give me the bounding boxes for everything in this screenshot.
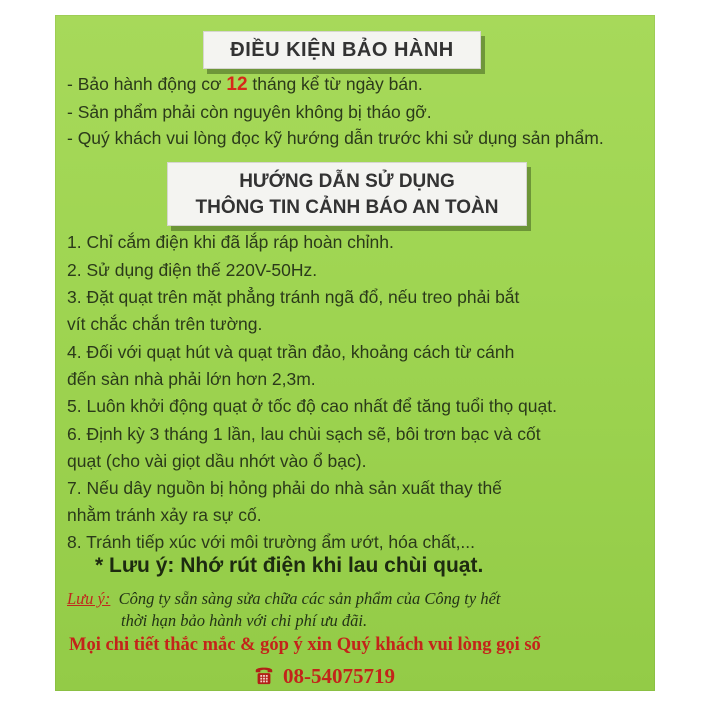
guide-title-line-1: HƯỚNG DẪN SỬ DỤNG (239, 171, 455, 192)
repair-line-1 (67, 589, 501, 609)
warranty-line-1 (67, 74, 423, 96)
guide-line-6-cont: quạt (cho vài giọt dầu nhớt vào ổ bạc). (67, 451, 367, 471)
warranty-line-1-end: tháng kể từ ngày bán. (252, 74, 423, 94)
guide-line-6: 6. Định kỳ 3 tháng 1 lần, lau chùi sạch sẽ, bôi trơn bạc và cốt (67, 424, 541, 444)
guide-title-line-2: THÔNG TIN CẢNH BÁO AN TOÀN (195, 197, 499, 218)
warranty-line-2: - Sản phẩm phải còn nguyên không bị tháo gỡ. (67, 102, 432, 122)
guide-line-1: 1. Chỉ cắm điện khi đã lắp ráp hoàn chỉnh. (67, 232, 394, 252)
guide-line-8: 8. Tránh tiếp xúc với môi trường ẩm ướt, hóa chất,... (67, 532, 476, 552)
telephone-icon (253, 663, 275, 687)
guide-line-4: 4. Đối với quạt hút và quạt trần đảo, khoảng cách từ cánh (67, 342, 515, 362)
repair-label: Lưu ý: (67, 589, 111, 608)
instruction-card (55, 15, 655, 691)
guide-line-3: 3. Đặt quạt trên mặt phẳng tránh ngã đổ, nếu treo phải bắt (67, 287, 520, 307)
repair-line-2: thời hạn bảo hành với chi phí ưu đãi. (121, 611, 368, 630)
repair-text-1: Công ty sẵn sàng sửa chữa các sản phẩm của Công ty hết (118, 589, 501, 608)
guide-line-7-cont: nhằm tránh xảy ra sự cố. (67, 505, 262, 525)
warranty-title: ĐIỀU KIỆN BẢO HÀNH (203, 31, 481, 69)
warranty-line-1-start: - Bảo hành động cơ (67, 74, 222, 94)
phone-number: 08-54075719 (283, 664, 395, 688)
contact-line: Mọi chi tiết thắc mắc & góp ý xin Quý khách vui lòng gọi số (69, 635, 541, 655)
warranty-months: 12 (226, 74, 248, 95)
unplug-note: * Lưu ý: Nhớ rút điện khi lau chùi quạt. (95, 554, 484, 577)
guide-line-7: 7. Nếu dây nguồn bị hỏng phải do nhà sản xuất thay thế (67, 478, 502, 498)
guide-line-4-cont: đến sàn nhà phải lớn hơn 2,3m. (67, 369, 316, 389)
guide-line-5: 5. Luôn khởi động quạt ở tốc độ cao nhất để tăng tuổi thọ quạt. (67, 396, 557, 416)
guide-line-3-cont: vít chắc chắn trên tường. (67, 314, 263, 334)
guide-line-2: 2. Sử dụng điện thế 220V-50Hz. (67, 260, 318, 280)
guide-title (167, 162, 527, 226)
warranty-line-3: - Quý khách vui lòng đọc kỹ hướng dẫn trước khi sử dụng sản phẩm. (67, 128, 604, 148)
